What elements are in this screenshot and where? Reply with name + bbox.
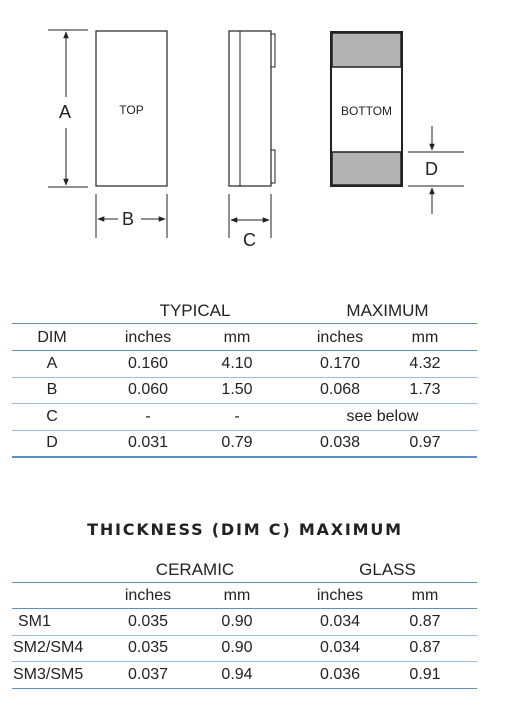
column-header: mm [411,587,439,604]
table-rule [12,456,477,458]
table-rule [12,661,477,662]
table-cell: 0.035 [127,613,169,630]
table-cell: 0.91 [409,666,441,683]
table-cell: SM2/SM4 [13,639,84,656]
table-rule [12,377,477,378]
table-cell: - [145,408,151,425]
column-header: inches [124,329,172,346]
table-rule [12,403,477,404]
table-cell: SM3/SM5 [13,666,84,683]
column-header: mm [223,329,251,346]
dim-a-label: A [59,102,72,122]
table-cell: 0.160 [127,355,169,372]
table-cell: 1.50 [221,381,253,398]
table-cell: 0.90 [221,639,253,656]
bottom-view-label: BOTTOM [340,104,393,118]
group-header-ceramic: CERAMIC [155,560,235,579]
table-rule [12,350,477,351]
table-cell: 0.90 [221,613,253,630]
end-terminal-bottom [332,152,401,185]
table-cell: D [46,434,58,451]
table-cell: 0.068 [319,381,361,398]
column-header: mm [223,587,251,604]
table-cell: C [46,408,58,425]
table-rule [12,608,477,609]
dim-d-label: D [425,159,438,179]
table-cell: 0.038 [319,434,361,451]
table-cell: SM1 [18,613,51,630]
column-header: inches [316,587,364,604]
component-drawing [0,0,531,280]
table-cell: 0.79 [221,434,253,451]
table-rule [12,635,477,636]
dim-b-label: B [122,209,135,229]
table-cell: 0.87 [409,639,441,656]
group-header-glass: GLASS [359,560,416,579]
dim-c-label: C [243,230,256,250]
table-cell: A [46,355,58,372]
column-header: inches [316,329,364,346]
table-cell: 4.32 [409,355,441,372]
top-view-label: TOP [119,103,144,117]
column-header: inches [124,587,172,604]
table-cell: 0.036 [319,666,361,683]
table-cell: B [46,381,58,398]
table-rule [12,582,477,583]
table-cell: 1.73 [409,381,441,398]
table-rule [12,688,477,689]
thickness-title: THICKNESS (DIM C) MAXIMUM [87,520,403,539]
group-header-typical: TYPICAL [159,301,231,320]
table-cell: - [234,408,240,425]
table-cell: 0.060 [127,381,169,398]
table-cell: 0.034 [319,613,361,630]
table-cell: 0.87 [409,613,441,630]
table-cell-see-below: see below [346,408,419,425]
table-cell: 0.97 [409,434,441,451]
end-terminal-top [332,33,401,67]
table-rule [12,323,477,324]
side-view-outline [229,31,275,186]
table-cell: 4.10 [221,355,253,372]
table-cell: 0.94 [221,666,253,683]
table-cell: 0.031 [127,434,169,451]
group-header-maximum: MAXIMUM [346,301,429,320]
column-header: DIM [37,329,67,346]
table-cell: 0.037 [127,666,169,683]
table-cell: 0.035 [127,639,169,656]
table-cell: 0.170 [319,355,361,372]
table-rule [12,430,477,431]
column-header: mm [411,329,439,346]
table-cell: 0.034 [319,639,361,656]
